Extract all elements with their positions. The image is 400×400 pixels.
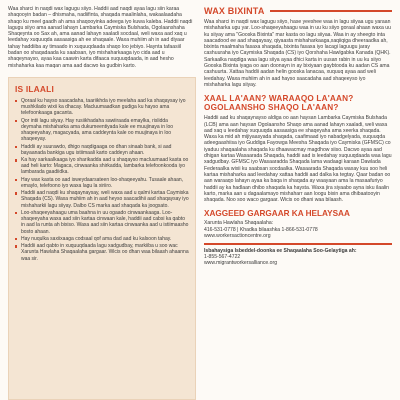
help-org-name: Xarunta Hawlaha Shaqaalaha: bbox=[204, 220, 274, 227]
tip-item: Hay wax kasta oo aad isweydaarsateen loo-shaqeeyahu. Tusaale ahaan, emaylo, telefoono iyo waxa lagu la xiriiro. bbox=[15, 177, 189, 189]
section-heading-payment bbox=[204, 6, 392, 16]
tip-item: Qor intii lagu siiyay. Hay rusiikhadaha sawiiraada emaylka, rislidda deymaha mishaharka ama dukumeentiyada kale ee muujinaya in loo shaqeeyahay, magacyada, ama caddeynta kale oo muujinaya in loo shaqeeyay. bbox=[15, 118, 189, 143]
tip-item: Qoraal ku hayso saacadaha, taariikhda iyo meelaha aad ka shaqaysay iyo mushkilado wixii ka dhacay. Macluumaadkan gudiga ku hayso ama telefoonkaaga gacanta. bbox=[15, 98, 189, 117]
footer-divider bbox=[204, 243, 392, 244]
help-website-link[interactable]: www.workersactioncentre.org bbox=[204, 233, 271, 240]
tip-item: Haddii aad qabto in xuquuqdaada lagu xadgudbay, markiiba u soo wac Xarunta Hawlaha Shaqaalaha gargaar. Wicis oo dhan waa bilaash ahaanna waa sir. bbox=[15, 243, 189, 262]
tip-item: Haddii aad naqdi ku shaqaynaysay, weli waxa aad u qalmi kartaa Caymiska Shaqada (CS). Waxa muhiim ah in aad heyso saacadihii aad shaqaysay iyo mishaharkii lagu siiyay. Dalbo CS marka aad shaqada ka joogsato. bbox=[15, 190, 189, 209]
status-paragraph: Haddii aad ku shaqaynayso aldiga oo aan haysan Lambarka Caymiska Bulshada (LCB) ama aan haysan Ogolaansho Shaqo ama aanad lahayn xaaladi, weli waxa aad xaq u leedahay xuquuqda aasaasiga ee shaqeyaha ama xeerka shaqada. Waxa ka mid ah mijiyaasyada shaqada, caafimaad iyo nabadgelyada, xuquuqda adeegaashiisa iyo Guddiga Fayowga Meesha Shaqada iyo Caymiska (GFMSC) co iyaduu shaqaalaha shaqada ku dhaawacmay magdhow siiso. Dacwo ayaa aad dhigan kartaa Wasaarada Shaqada, haddii aad is leedahay xuquuqdaada waa lagu xadgudbay. GFMSC iyo Wasaaradda Shaqada lama wadaagi karaan Dawlada Federaalka wixii ku saabsan socdaalka. Wasaarada Shaqada waxay kuu soo heli kartaa mishaharka aad leedahay xattaa haddii aad dalka ka tegtay. Qaar badan oo aan waraaqo lahayn ayaa ka baqa in shaqada ay waayaan ama la masaafuriyo haddii ay ka hadlaan dhibo shaqada ka haysta. Waxa jira siyaabo ayna isku ilaalin karto, marka aan u dagaalamayo mishaharr aan loogu bixin ama dhibaatooyin shaqada. Noo soo waco gargaar. Wicis oo dhani waa bilaash. bbox=[204, 115, 392, 204]
intro-paragraph: Waa sharci in naqdi wax lagugu siiyo. Haddii aad naqdi ayaa lagu siin karaa shaqooyin badan – dhismaha, nadiifinta, shaqada maalinlaha, wakaalaadaha shaqo ku meel gaadh ah ama shaqooyinka adeega iyo kuwa kaleba. Haddii naqdi lagugu siiyo ama aanad lahayn Lambarka Caymiska Bulshada, Ogolaanshaha Shaqeynta oo Sax ah, ama aanad lahayn xaaladi socdaal, weli waxa aad xaq u leedahay xuquuqda aasaasiga ah ee shaqaale. Waxa muhiim ah in aad diyaar tahay haddiiba ay timaado in xuquuqdaada shaqo loo jebiyo. Haynta tafaasiil badan oo shaqadaada ku saabsan, iyo mishaharkaaga iyo cida aad u shaqeynayso, ayaa kaa caawin karta difaaca xuquuqdaada, in aad hesho mishaharka kaa maqan ama aad dacwo ka gudbin karto. bbox=[8, 6, 193, 69]
tips-box bbox=[8, 77, 196, 400]
help-title: XAGGEED GARGAAR KA HELAYSAA bbox=[204, 209, 350, 219]
heading-rule bbox=[270, 10, 392, 11]
alliance-website-link[interactable]: www.migrantworkersalliance.org bbox=[204, 260, 278, 267]
payment-title: WAX BIXINTA bbox=[204, 6, 265, 16]
help-phone: 416-531-0778 | Khadka bilaashka 1-866-531-0778 bbox=[204, 226, 318, 233]
alliance-phone: 1-855-567-4722 bbox=[204, 253, 241, 260]
alliance-name: Isbahaysiga Isbeddel-doonka ee Shaqaalaha Soo-Gelaytiga ah: bbox=[204, 247, 357, 254]
tip-item: Hay nuqulka saxiixaaga codsaal qof ama dad aad ku kalsoon tahay. bbox=[15, 236, 189, 242]
tips-list bbox=[15, 98, 189, 262]
tips-title: IS ILAALI bbox=[15, 83, 55, 94]
payment-paragraph: Waa sharci in naqdi wax lagugu siiyo, hase yeeshee waa in lagu siiyaa ugu yaraan mishaharka ugu yar. Loo-shaqeeyahaagu waa in uu ku siiyo goraal ahaan waxa uu ku siiyay ama "Gooska Bixinta" mar kasta oo lagu siiyaa. Waa in ay sheegto inta saacadood ee aad shaqaysay, qiyaasta mishaharkaaga,xaqiiqiga dheeraadka ah, bixinta maalmaha fasaxa shaqada, bixinta fasaxa iyo lacagi laguugu jaray cashuuraha iyo Caymiska Shaqada (CS) iyo Qorshaha Hawlgabka Kanada (QHK). Sarkaalka naqdiga waa lagu siiya ayaa dhici karta in uusan rabin in uu ku siiyo Gooska Bixinta iyaga oo aan doonayn in ay bixiyaan gaybtooda ku aadan CS ama cashuurta. Xattaa haddii aadan helin gooska lanacaa, xuquuq ayaa aad weli leedahay. Waxa muhiim ah in aad hayso saacadaha aad shaqeeyso iyo mishaharka lagu siiyay. bbox=[204, 19, 391, 88]
tip-item: Haddii ay suurawdo, dhigo naqdigaaga oo dhan sinaab bank, si aad bayaanada bankiga ugu istiimaali karto caddeyn ahaan. bbox=[15, 144, 189, 156]
tip-item: Ka hay sarkaalkaaga iyo sharikadda aad u shaqayso macluumaad kasta oo aad heli karto: Magaca, cinwaanka shirkadda, lambarka telefoonkooda iyo lambarada gaadiidka. bbox=[15, 157, 189, 176]
tip-item: Loo-shaqeeyahaagu uma baahna in uu ogaado cinwaankaaga. Loo-shaqeeyaha waxa aad siin kartaa cinwaan kale, haddii aad cabsi ka qabto in aad la runta ah bixiso. Waxa aad siin kartaa cinwaanka aad u istiimaasho bosto ahaan. bbox=[15, 210, 189, 235]
status-title: XAAL LA'AAN? WARAAQO LA'AAN? OGOLAANSHO SHAQO LA'AAN? bbox=[204, 94, 354, 113]
left-column bbox=[8, 6, 196, 400]
right-column bbox=[204, 6, 392, 400]
